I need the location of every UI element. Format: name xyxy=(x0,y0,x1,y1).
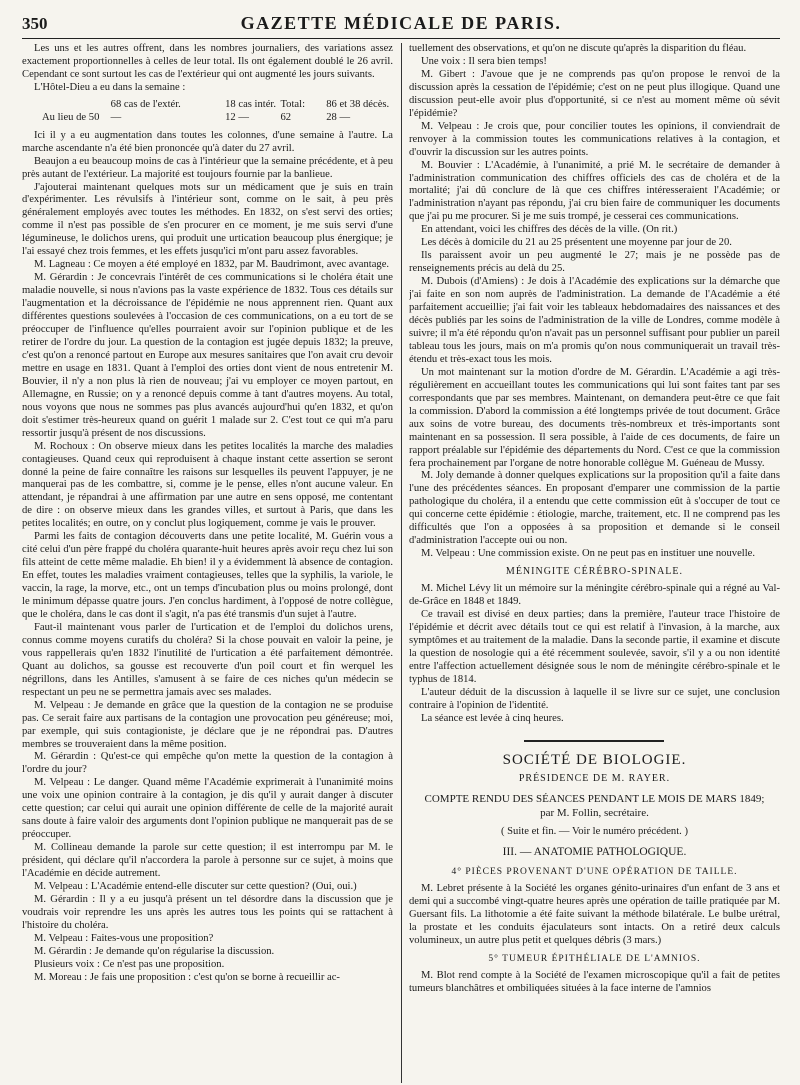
subsection-heading: III. — ANATOMIE PATHOLOGIQUE. xyxy=(502,846,687,859)
paragraph: M. Velpeau : Le danger. Quand même l'Académie exprimerait à l'unanimité moins une voix une opinion contraire à la contagion, je dis qu'il y aurait danger à discuter cette question; car celui qui aurait une opinion différente de celle de la majorité aurait sans doute à faire valoir des arguments dont l'opinion publique ne manquerait pas de se préoccuper. xyxy=(22,777,393,841)
paragraph: M. Lagneau : Ce moyen a été employé en 1832, par M. Baudrimont, avec avantage. xyxy=(34,259,390,271)
paragraph: Les décès à domicile du 21 au 25 présentent une moyenne par jour de 20. xyxy=(420,237,732,249)
paragraph: M. Blot rend compte à la Société de l'examen microscopique qu'il a fait de petites tumeurs blanchâtres et ombiliquées situées à la face interne de l'amnios xyxy=(408,970,780,994)
paragraph: J'ajouterai maintenant quelques mots sur un médicament que je suis en train d'expérimenter. Les révulsifs à l'intérieur sont, comme on le sait, à peu près généralement employés avec toutes les méthodes. En 1832, on s'est servi des orties; comme il n'est pas possible de s'en procurer en ce moment, je me suis servi d'une légumineuse, le dolichos urens, qui produit une urtication beaucoup plus énergique; je l'ai essayé chez trois femmes, et les effets jusqu'ici m'ont paru assez favorables. xyxy=(22,181,393,258)
paragraph: M. Gérardin : Je concevrais l'intérêt de ces communications si le choléra était une maladie nouvelle, si nous n'avions pas la vaste expérience de 1832. Tous ces détails sur l'augmentation et la décroissance de l'épidémie ne nous apprennent rien. Quant aux différentes questions soulevées à l'occasion de ces communications, on a eu tort de se préoccuper de l'influence qu'elles pourraient avoir sur l'opinion publique et de les retirer de l'ordre du jour. La question de la contagion est jugée depuis 1832; la preuve, c'est qu'on a renoncé partout en Europe aux mesures sanitaires que l'on avait cru devoir mettre en usage en 1831. Quant à l'emploi des orties dont vient de nous entretenir M. Bouvier, il n'y a non plus là rien de nouveau; j'ai vu employer ce moyen partout, en Allemagne, en Russie; on y a renoncé depuis comme à tant d'autres moyens. Au total, nous voyons que nous ne sommes pas plus avancés aujourd'hui qu'en 1832, et qu'on doit s'estimer très-heureux quand on guérit 1 malade sur 2. C'est tout ce qui m'a paru ressortir jusqu'à présent de nos discussions. xyxy=(22,272,393,439)
paragraph: Parmi les faits de contagion découverts dans une petite localité, M. Guérin vous a cité celui d'un père frappé du choléra quarante-huit heures après avoir reçu chez lui son fils atteint de cette même maladie. Eh bien! il y a évidemment là absence de contagion. En effet, toutes les maladies vraiment contagieuses, telles que la syphilis, la variole, le vaccin, la rage, la morve, etc., ont un temps d'incubation plus ou moins prolongé, dont le minimum dépasse quatre jours. J'en conclus hardiment, à l'opposé de notre collègue, que le choléra, dans le cas dont il s'agit, n'a pas été transmis d'un sujet à l'autre. xyxy=(22,531,393,620)
item-heading: 4° PIÈCES PROVENANT D'UNE OPÉRATION DE TAILLE. xyxy=(451,867,738,878)
page-header xyxy=(22,8,780,39)
compte-rendu-title: COMPTE RENDU DES SÉANCES PENDANT LE MOIS DE MARS 1849; xyxy=(424,793,765,806)
table-cell: Au lieu de 50 xyxy=(42,111,100,123)
table-cell: 86 et 38 décès. xyxy=(326,98,390,110)
table-cell: 62 xyxy=(280,111,292,123)
paragraph: M. Dubois (d'Amiens) : Je dois à l'Académie des explications sur la démarche que j'ai faite en son nom auprès de l'administration. La demande de l'Académie a été parfaitement accueillie; j'ai fait voir les tableaux hebdomadaires des naissances et des décès publiés par les soins de l'administration de la ville de Londres, comme modèle à suivre; il m'a été répondu qu'on n'avait pas un personnel suffisant pour publier un pareil tableau tous les jours, mais on m'a promis qu'on nous communiquerait un travail très-étendu et très-exact tous les mois. xyxy=(408,276,780,365)
paragraph: M. Rochoux : On observe mieux dans les petites localités la marche des maladies contagieuses. Quand ceux qui reproduisent à chaque instant cette assertion se seront donné la peine de faire connaître les raisons sur lesquelles ils peuvent l'appuyer, je ne manquerai pas de les combattre, si, comme je le pense, elles n'ont aucune valeur. En attendant, je répandrai à une affirmation par une autre en sens opposé, me contentant de dire : on observe mieux dans les grandes villes, et surtout à Paris, que dans les petites localités; en outre, on y conclut plus logiquement, comme je vais le prouver. xyxy=(22,440,393,530)
paragraph: M. Michel Lévy lit un mémoire sur la méningite cérébro-spinale qui a régné au Val-de-Grâce en 1848 et 1849. xyxy=(408,583,780,608)
section-divider xyxy=(524,740,664,742)
table-cell: Total: xyxy=(280,98,306,110)
paragraph: M. Collineau demande la parole sur cette question; il est interrompu par M. le président, qui déclare qu'il n'accordera la parole à personne sur ce sujet, à moins que l'Académie en décide autrement. xyxy=(22,842,393,880)
paragraph: M. Joly demande à donner quelques explications sur la proposition qu'il a faite dans l'une des précédentes séances. En proposant d'emparer une commission de la partie pathologique du choléra, il a entendu que cette commission eût à s'occuper de tout ce qui concerne cette épidémie : étiologie, marche, traitement, etc. Il ne comprend pas les difficultés que l'on a opposées à sa proposition et demande si le conseil d'administration l'accepte oui ou non. xyxy=(408,470,780,547)
paragraph: Beaujon a eu beaucoup moins de cas à l'intérieur que la semaine précédente, et à peu près autant de l'extérieur. La majorité est toujours fournie par la banlieue. xyxy=(22,155,393,180)
table-cell: 18 cas intér. xyxy=(225,98,277,110)
page-number: 350 xyxy=(22,14,48,33)
paragraph: L'Hôtel-Dieu a eu dans la semaine : xyxy=(34,81,186,93)
compte-rendu-heading xyxy=(409,792,780,820)
paragraph: M. Velpeau : Je crois que, pour concilier toutes les opinions, il conviendrait de renvoyer à la commission toutes les communications relatives à la contagion, et d'ouvrir la discussion sur les autres points. xyxy=(408,120,780,158)
paragraph: Faut-il maintenant vous parler de l'urtication et de l'emploi du dolichos urens, connus comme moyens curatifs du choléra? Si la chose pouvait en valoir la peine, je vous rappellerais qu'en 1832 l'inutilité de l'urtication a été parfaitement démontrée. Quant au dolichos, sa gousse est recouverte d'un poil court et fin werquel les négrillons, dans les Antilles, s'amusent à se faire de ces niches qu'un médecin se respectant un peu ne se permettra jamais avec ses malades. xyxy=(22,621,393,698)
table-row xyxy=(22,112,393,125)
section-heading: MÉNINGITE CÉRÉBRO-SPINALE. xyxy=(505,566,684,578)
paragraph: M. Gibert : J'avoue que je ne comprends pas qu'on propose le renvoi de la discussion après la cessation de l'épidémie; c'est on ne peut plus illogique. Quand une discussion peut-elle avoir plus d'opportunité, si ce n'est au moment même où sévit l'épidémie? xyxy=(408,68,780,119)
left-column xyxy=(22,43,393,1083)
table-cell: 28 — xyxy=(326,111,351,123)
paragraph: M. Bouvier : L'Académie, à l'unanimité, a prié M. le secrétaire de demander à l'administration communication des chiffres officiels des cas de choléra et de la mortalité; j'ai dû conclure de là que ces chiffres intéresseraient l'Académie; or l'administration n'ayant pas répondu, j'ai cru bien faire de communiquer les documents que j'ai pu me procurer. Si je me suis trompé, je cesserai ces communications. xyxy=(408,159,780,223)
continuation-note: ( Suite et fin. — Voir le numéro précédent. ) xyxy=(500,826,688,838)
paragraph: M. Gérardin : Qu'est-ce qui empêche qu'on mette la question de la contagion à l'ordre du jour? xyxy=(22,751,393,776)
paragraph: M. Gérardin : Je demande qu'on régularise la discussion. xyxy=(34,945,275,957)
paragraph: Ils paraissent avoir un peu augmenté le 27; mais je ne possède pas de renseignements précis au delà du 25. xyxy=(408,250,780,275)
paragraph: Une voix : Il sera bien temps! xyxy=(420,55,547,67)
paragraph: L'auteur déduit de la discussion à laquelle il se livre sur ce sujet, une conclusion contraire à l'opinion de l'identité. xyxy=(408,686,780,711)
table-cell: 68 cas de l'extér. xyxy=(110,98,181,110)
paragraph: M. Velpeau : Une commission existe. On ne peut pas en instituer une nouvelle. xyxy=(420,548,756,560)
table-row xyxy=(22,99,393,112)
paragraph: M. Lebret présente à la Société les organes génito-urinaires d'un enfant de 3 ans et demi qui a succombé vingt-quatre heures après une opération de taille pratiquée par M. Guersant fils. La lithotomie a été faite suivant la méthode bilatérale. Le bulbe urétral, la prostate et les conduits éjaculateurs sont intacts. On a retiré deux calculs volumineux, un autre plus petit et quelques débris (3 mars.) xyxy=(408,883,780,947)
secretary-line: par M. Follin, secrétaire. xyxy=(540,807,649,820)
item-heading: 5° TUMEUR ÉPITHÉLIALE DE L'AMNIOS. xyxy=(488,954,701,965)
journal-title: GAZETTE MÉDICALE DE PARIS. xyxy=(240,13,562,33)
table-cell: 12 — xyxy=(225,111,249,123)
paragraph: Un mot maintenant sur la motion d'ordre de M. Gérardin. L'Académie a agi très-régulièrement en accueillant toutes les communications qui lui sont faites tant par ses correspondants que par ses membres. Maintenant, on demandera peut-être ce que fait la commission. D'abord la commission a été longtemps privée de tout document. Grâce aux soins de votre bureau, des documents très-nombreux et très-importants sont maintenant en sa possession. Il sera possible, à l'aide de ces documents, de faire un rapport préalable sur l'épidémie des départements du Nord. C'est ce que la commission fera prochainement par l'organe de notre honorable collègue M. Guéneau de Mussy. xyxy=(408,366,780,469)
table-cell: — xyxy=(110,111,122,123)
presidence-line: PRÉSIDENCE DE M. RAYER. xyxy=(518,772,671,784)
paragraph: tuellement des observations, et qu'on ne discute qu'après la disparition du fléau. xyxy=(408,43,747,54)
right-column xyxy=(409,43,780,1083)
paragraph: M. Moreau : Je fais une proposition : c'est qu'on se borne à recueillir ac- xyxy=(34,971,340,983)
paragraph: M. Velpeau : Je demande en grâce que la question de la contagion ne se produise pas. Ce serait faire aux partisans de la contagion une provocation peu généreuse; moi, par exemple, qui suis contagioniste, je déclare que je ne répondrai pas. D'autres membres se trouveraient dans la même position. xyxy=(22,699,393,750)
hotel-dieu-table xyxy=(22,99,393,125)
text-columns xyxy=(22,43,780,1083)
table-cell xyxy=(22,99,111,112)
column-divider xyxy=(401,43,402,1083)
paragraph: Plusieurs voix : Ce n'est pas une proposition. xyxy=(34,958,225,970)
society-title: SOCIÉTÉ DE BIOLOGIE. xyxy=(502,751,687,768)
paragraph: M. Gérardin : Il y a eu jusqu'à présent un tel désordre dans la discussion que je voudrais voir reprendre les uns après les autres tous les points qui se rattachent à l'histoire du choléra. xyxy=(22,893,393,931)
paragraph: La séance est levée à cinq heures. xyxy=(420,712,564,724)
paragraph: M. Velpeau : L'Académie entend-elle discuter sur cette question? (Oui, oui.) xyxy=(34,881,357,892)
paragraph: Les uns et les autres offrent, dans les nombres journaliers, des variations assez exactement proportionnelles à celles de leur total. Ils ont également doublé le 26 avril. Cependant ce sont surtout les cas de l'extérieur qui ont augmenté les jours suivants. xyxy=(22,43,393,80)
paragraph: Ce travail est divisé en deux parties; dans la première, l'auteur trace l'histoire de l'épidémie et décrit avec détails tout ce qui est relatif à l'invasion, à la marche, aux symptômes et au traitement de la maladie. Dans la seconde partie, il examine et discute la question de nosologie qui a été récemment soulevée, savoir, s'il y a ou non identité entre l'affection actuellement désignée sous le nom de méningite cérébro-spinale et le typhus de 1814. xyxy=(408,608,780,685)
paragraph: Ici il y a eu augmentation dans toutes les colonnes, d'une semaine à l'autre. La marche ascendante n'a été bien prononcée qu'à dater du 27 avril. xyxy=(22,129,393,154)
paragraph: En attendant, voici les chiffres des décès de la ville. (On rit.) xyxy=(420,224,678,236)
paragraph: M. Velpeau : Faites-vous une proposition? xyxy=(34,932,214,944)
